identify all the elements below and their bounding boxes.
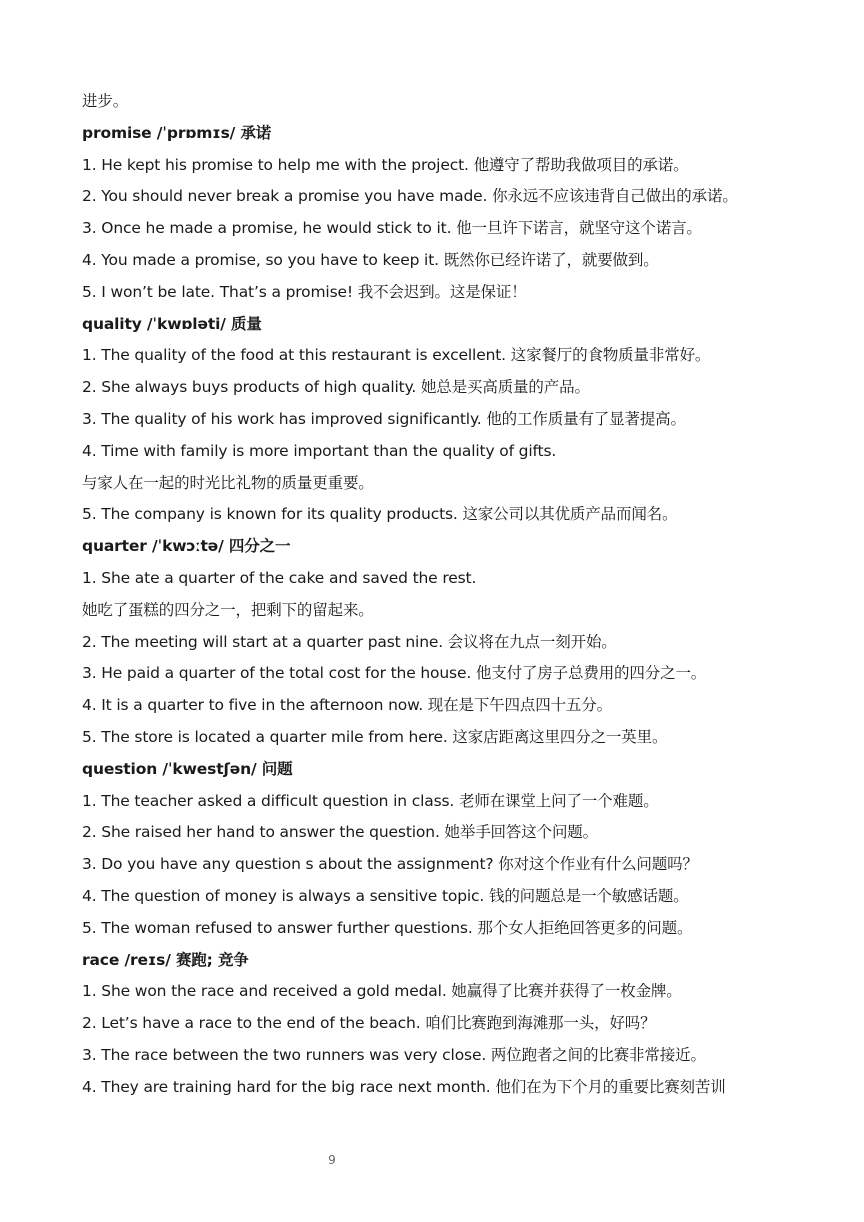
example-sentence: 5. The woman refused to answer further questions. 那个女人拒绝回答更多的问题。 [82, 918, 693, 937]
example-sentence: 4. They are training hard for the big race next month. 他们在为下个月的重要比赛刻苦训 [82, 1077, 726, 1096]
headword-race: race /reɪs/ 赛跑; 竞争 [82, 950, 249, 969]
example-translation: 与家人在一起的时光比礼物的质量更重要。 [82, 473, 374, 492]
example-sentence: 4. The question of money is always a sensitive topic. 钱的问题总是一个敏感话题。 [82, 886, 689, 905]
document-body [82, 86, 802, 1104]
example-sentence: 5. The company is known for its quality products. 这家公司以其优质产品而闻名。 [82, 505, 678, 524]
example-sentence: 3. Do you have any question s about the assignment? 你对这个作业有什么问题吗？ [82, 855, 698, 874]
example-sentence: 2. The meeting will start at a quarter past nine. 会议将在九点一刻开始。 [82, 632, 617, 651]
headword-quarter: quarter /ˈkwɔːtə/ 四分之一 [82, 537, 291, 556]
text-line: 进步。 [82, 92, 129, 110]
headword-question: question /ˈkwestʃən/ 问题 [82, 759, 293, 778]
example-sentence: 4. You made a promise, so you have to keep it. 既然你已经许诺了，就要做到。 [82, 250, 659, 269]
headword-promise: promise /ˈprɒmɪs/ 承诺 [82, 123, 272, 142]
page-number: 9 [328, 1153, 336, 1167]
example-sentence: 1. He kept his promise to help me with the project. 他遵守了帮助我做项目的承诺。 [82, 155, 689, 174]
example-sentence: 1. The teacher asked a difficult question in class. 老师在课堂上问了一个难题。 [82, 791, 659, 810]
example-sentence: 1. The quality of the food at this restaurant is excellent. 这家餐厅的食物质量非常好。 [82, 346, 711, 365]
example-sentence: 2. She raised her hand to answer the question. 她举手回答这个问题。 [82, 823, 598, 842]
example-sentence: 4. Time with family is more important than the quality of gifts. [82, 441, 557, 460]
example-sentence: 2. Let’s have a race to the end of the beach. 咱们比赛跑到海滩那一头，好吗？ [82, 1014, 656, 1033]
example-sentence: 5. I won’t be late. That’s a promise! 我不会迟到。这是保证！ [82, 282, 527, 301]
example-sentence: 3. The race between the two runners was very close. 两位跑者之间的比赛非常接近。 [82, 1045, 706, 1064]
example-translation: 她吃了蛋糕的四分之一，把剩下的留起来。 [82, 600, 374, 619]
example-sentence: 4. It is a quarter to five in the afternoon now. 现在是下午四点四十五分。 [82, 696, 612, 715]
example-sentence: 3. The quality of his work has improved significantly. 他的工作质量有了显著提高。 [82, 409, 686, 428]
example-sentence: 2. You should never break a promise you have made. 你永远不应该违背自己做出的承诺。 [82, 187, 738, 206]
example-sentence: 2. She always buys products of high quality. 她总是买高质量的产品。 [82, 378, 590, 397]
example-sentence: 1. She won the race and received a gold medal. 她赢得了比赛并获得了一枚金牌。 [82, 982, 682, 1001]
example-sentence: 3. He paid a quarter of the total cost for the house. 他支付了房子总费用的四分之一。 [82, 664, 707, 683]
example-sentence: 1. She ate a quarter of the cake and saved the rest. [82, 568, 477, 587]
headword-quality: quality /ˈkwɒləti/ 质量 [82, 314, 262, 333]
example-sentence: 5. The store is located a quarter mile from here. 这家店距离这里四分之一英里。 [82, 727, 668, 746]
example-sentence: 3. Once he made a promise, he would stick to it. 他一旦许下诺言，就坚守这个诺言。 [82, 219, 702, 238]
